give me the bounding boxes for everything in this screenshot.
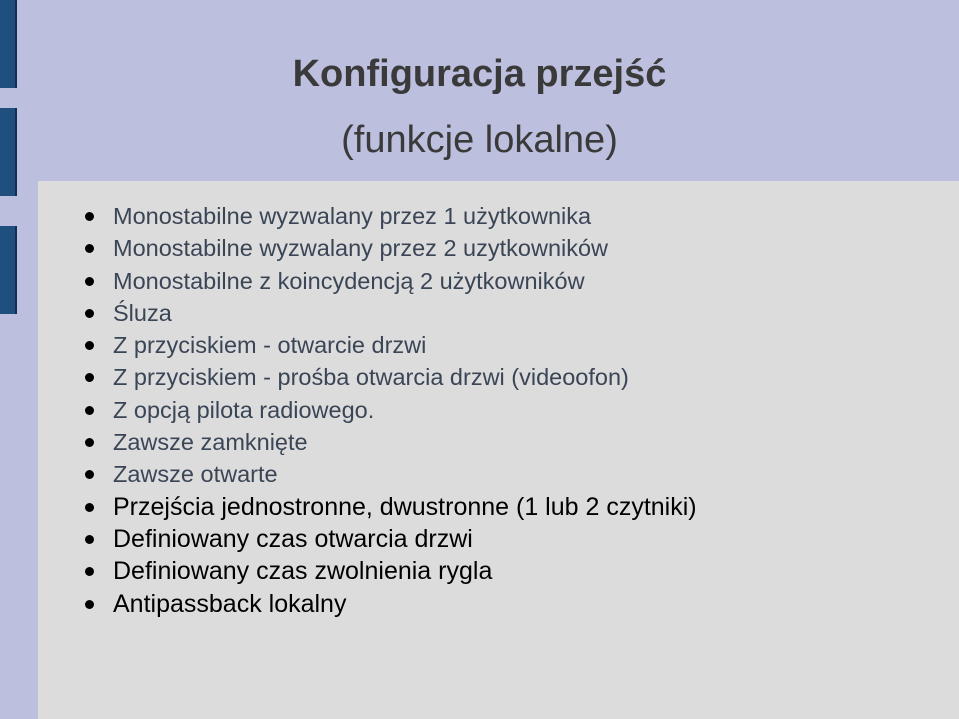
list-item	[82, 297, 697, 329]
bullet-dot-icon	[85, 277, 94, 286]
list-item-text: Definiowany czas otwarcia drzwi	[113, 524, 473, 553]
list-item-text: Monostabilne wyzwalany przez 2 uzytkowników	[113, 235, 609, 262]
bullet-dot-icon	[85, 567, 94, 576]
list-item	[82, 523, 697, 555]
side-bar-decoration	[0, 226, 17, 314]
bullet-dot-icon	[85, 341, 94, 350]
bullet-dot-icon	[85, 470, 94, 479]
list-item-text: Monostabilne wyzwalany przez 1 użytkownika	[113, 203, 592, 229]
bullet-dot-icon	[85, 212, 94, 221]
list-item-text: Definiowany czas zwolnienia rygla	[113, 557, 493, 586]
list-item-text: Antipassback lokalny	[113, 589, 347, 618]
list-item-text: Przejścia jednostronne, dwustronne (1 lub 2 czytniki)	[113, 492, 697, 521]
list-item-text: Z opcją pilota radiowego.	[113, 396, 375, 423]
bullet-dot-icon	[85, 373, 94, 382]
title-line-2: (funkcje lokalne)	[341, 119, 618, 161]
bullet-dot-icon	[85, 503, 94, 512]
list-item	[82, 458, 697, 490]
bullet-dot-icon	[85, 244, 94, 253]
bullet-dot-icon	[85, 438, 94, 447]
list-item-text: Zawsze zamknięte	[113, 429, 308, 456]
list-item	[82, 426, 697, 458]
list-item	[82, 588, 697, 620]
bullet-list	[82, 200, 697, 620]
list-item-text: Zawsze otwarte	[113, 461, 278, 488]
list-item	[82, 361, 697, 393]
list-item-text: Śluza	[113, 299, 172, 326]
list-item-text: Z przyciskiem - prośba otwarcia drzwi (videoofon)	[113, 364, 629, 391]
list-item	[82, 200, 697, 232]
bullet-dot-icon	[85, 600, 94, 609]
list-item-text: Monostabilne z koincydencją 2 użytkowników	[113, 267, 585, 294]
title-line-1: Konfiguracja przejść	[292, 53, 667, 95]
slide-title	[0, 52, 959, 162]
list-item	[82, 555, 697, 587]
list-item	[82, 491, 697, 523]
bullet-dot-icon	[85, 406, 94, 415]
list-item	[82, 329, 697, 361]
bullet-dot-icon	[85, 309, 94, 318]
list-item	[82, 394, 697, 426]
bullet-dot-icon	[85, 535, 94, 544]
list-item	[82, 232, 697, 264]
list-item	[82, 265, 697, 297]
list-item-text: Z przyciskiem - otwarcie drzwi	[113, 332, 427, 359]
